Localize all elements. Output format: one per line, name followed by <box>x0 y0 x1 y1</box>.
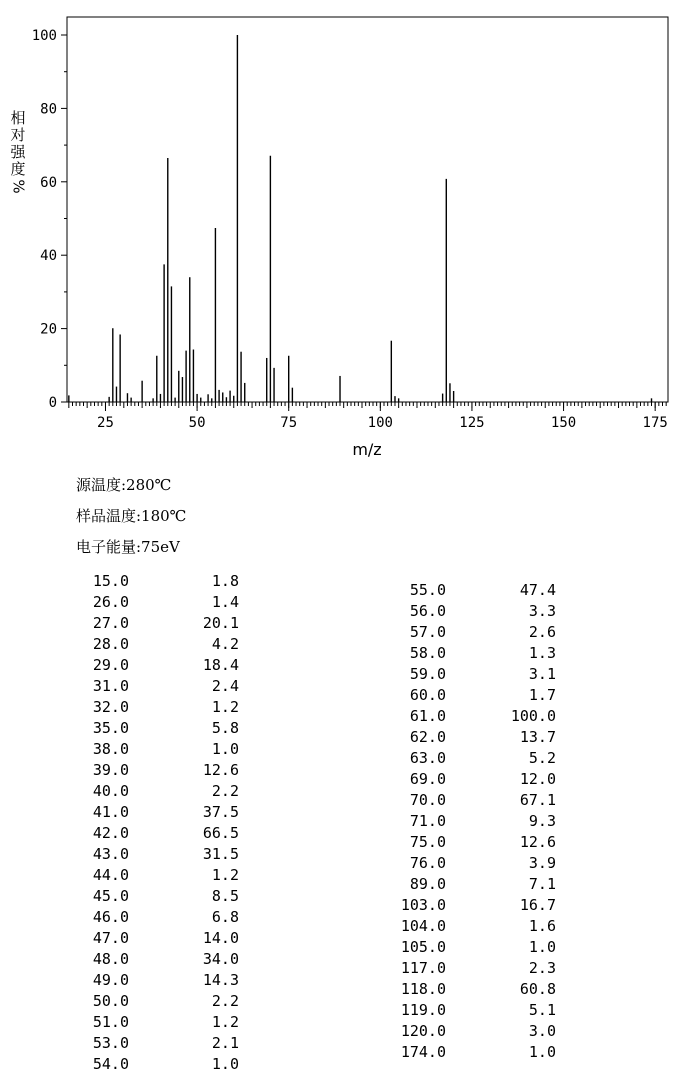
peak-intensity: 1.2 <box>211 866 239 884</box>
x-tick-label: 125 <box>459 415 485 431</box>
mass-spectrum-chart <box>0 0 680 470</box>
y-tick-label: 60 <box>40 174 57 191</box>
peak-row <box>79 991 239 1012</box>
peak-mz: 46.0 <box>92 908 129 926</box>
y-axis-label <box>8 110 28 195</box>
peak-intensity: 16.7 <box>519 896 556 914</box>
peak-mz: 105.0 <box>400 938 446 956</box>
peak-intensity: 12.6 <box>202 761 239 779</box>
peak-intensity: 14.3 <box>202 971 239 989</box>
peak-intensity: 1.8 <box>211 572 239 590</box>
peak-row <box>396 979 556 1000</box>
peak-row <box>396 580 556 601</box>
peak-intensity: 1.3 <box>528 644 556 662</box>
peak-mz: 51.0 <box>92 1013 129 1031</box>
peak-row <box>396 874 556 895</box>
peak-intensity: 37.5 <box>202 803 239 821</box>
peak-row <box>79 760 239 781</box>
peak-intensity: 12.6 <box>519 833 556 851</box>
peak-row <box>396 1042 556 1063</box>
y-tick-label: 100 <box>31 28 57 44</box>
peak-intensity: 13.7 <box>519 728 556 746</box>
peak-bars <box>69 35 652 402</box>
peak-mz: 104.0 <box>400 917 446 935</box>
y-tick-label: 80 <box>40 101 57 118</box>
peak-mz: 29.0 <box>92 656 129 674</box>
peak-intensity: 14.0 <box>202 929 239 947</box>
peak-mz: 55.0 <box>409 581 446 599</box>
peak-row <box>396 748 556 769</box>
peak-mz: 118.0 <box>400 980 446 998</box>
peak-row <box>396 622 556 643</box>
peak-intensity: 6.8 <box>211 908 239 926</box>
peak-intensity: 4.2 <box>211 635 239 653</box>
peak-mz: 47.0 <box>92 929 129 947</box>
peak-row <box>79 739 239 760</box>
peak-row <box>396 832 556 853</box>
peak-intensity: 1.0 <box>211 740 239 758</box>
peak-row <box>79 718 239 739</box>
peak-mz: 71.0 <box>409 812 446 830</box>
peak-row <box>396 769 556 790</box>
peak-mz: 31.0 <box>92 677 129 695</box>
peak-intensity: 2.6 <box>528 623 556 641</box>
peak-row <box>396 1000 556 1021</box>
peak-row <box>79 907 239 928</box>
peak-row <box>396 643 556 664</box>
peak-mz: 63.0 <box>409 749 446 767</box>
peak-intensity: 100.0 <box>510 707 556 725</box>
peak-row <box>396 958 556 979</box>
peak-row <box>79 1012 239 1033</box>
peak-intensity: 1.2 <box>211 698 239 716</box>
peak-row <box>79 1054 239 1075</box>
source-temperature: 源温度:280℃ <box>76 476 172 494</box>
peak-mz: 56.0 <box>409 602 446 620</box>
y-axis-ticks <box>32 28 67 411</box>
peak-intensity: 7.1 <box>528 875 556 893</box>
peak-row <box>396 895 556 916</box>
peak-mz: 35.0 <box>92 719 129 737</box>
peak-mz: 38.0 <box>92 740 129 758</box>
peak-mz: 58.0 <box>409 644 446 662</box>
peak-mz: 75.0 <box>409 833 446 851</box>
x-tick-label: 150 <box>550 415 577 431</box>
peak-intensity: 18.4 <box>202 656 239 674</box>
peak-intensity: 67.1 <box>519 791 556 809</box>
peak-intensity: 1.2 <box>211 1013 239 1031</box>
peak-row <box>79 781 239 802</box>
peak-row <box>396 916 556 937</box>
y-axis-label-char: 相 <box>10 109 26 127</box>
peak-intensity: 3.3 <box>528 602 556 620</box>
peak-mz: 48.0 <box>92 950 129 968</box>
peak-mz: 15.0 <box>92 572 129 590</box>
peak-intensity: 12.0 <box>519 770 556 788</box>
peak-mz: 117.0 <box>400 959 446 977</box>
x-minor-ticks <box>69 402 666 408</box>
peak-intensity: 8.5 <box>211 887 239 905</box>
peak-mz: 103.0 <box>400 896 446 914</box>
x-tick-label: 100 <box>367 415 393 431</box>
peak-intensity: 31.5 <box>202 845 239 863</box>
electron-energy: 电子能量:75eV <box>76 538 180 556</box>
peak-row <box>396 937 556 958</box>
peak-intensity: 1.0 <box>211 1055 239 1073</box>
x-axis-label: m/z <box>352 440 382 459</box>
peak-row <box>79 676 239 697</box>
peak-intensity: 1.4 <box>211 593 239 611</box>
peak-intensity: 5.2 <box>528 749 556 767</box>
y-tick-label: 20 <box>40 321 57 338</box>
peak-mz: 43.0 <box>92 845 129 863</box>
peak-row <box>79 613 239 634</box>
peak-row <box>79 823 239 844</box>
peak-row <box>79 1033 239 1054</box>
peak-row <box>79 592 239 613</box>
peak-mz: 61.0 <box>409 707 446 725</box>
peak-intensity: 1.0 <box>528 1043 556 1061</box>
peak-intensity: 66.5 <box>202 824 239 842</box>
peak-mz: 40.0 <box>92 782 129 800</box>
peak-mz: 59.0 <box>409 665 446 683</box>
peak-row <box>79 949 239 970</box>
peak-mz: 60.0 <box>409 686 446 704</box>
peak-mz: 42.0 <box>92 824 129 842</box>
y-axis-label-char: 对 <box>10 126 26 144</box>
peak-intensity: 3.1 <box>528 665 556 683</box>
y-axis-label-percent: % <box>9 179 28 194</box>
peak-row <box>79 928 239 949</box>
peak-row <box>79 697 239 718</box>
peak-mz: 27.0 <box>92 614 129 632</box>
peak-mz: 50.0 <box>92 992 129 1010</box>
y-axis-label-char: 度 <box>10 160 26 178</box>
peak-mz: 44.0 <box>92 866 129 884</box>
peak-intensity: 2.2 <box>211 992 239 1010</box>
peak-row <box>396 790 556 811</box>
peak-mz: 39.0 <box>92 761 129 779</box>
peak-mz: 57.0 <box>409 623 446 641</box>
plot-frame <box>67 17 668 402</box>
x-tick-label: 75 <box>280 415 298 431</box>
peak-row <box>396 706 556 727</box>
peak-row <box>396 1021 556 1042</box>
peak-intensity: 20.1 <box>202 614 239 632</box>
peak-intensity: 1.0 <box>528 938 556 956</box>
peak-intensity: 9.3 <box>528 812 556 830</box>
peak-mz: 41.0 <box>92 803 129 821</box>
peak-intensity: 1.6 <box>528 917 556 935</box>
peak-intensity: 2.1 <box>211 1034 239 1052</box>
peak-mz: 62.0 <box>409 728 446 746</box>
peak-row <box>396 727 556 748</box>
peak-intensity: 2.3 <box>528 959 556 977</box>
peak-row <box>79 865 239 886</box>
peak-intensity: 2.2 <box>211 782 239 800</box>
peak-row <box>396 664 556 685</box>
peak-intensity: 60.8 <box>519 980 556 998</box>
x-tick-label: 50 <box>188 415 206 431</box>
peak-row <box>79 802 239 823</box>
peak-mz: 45.0 <box>92 887 129 905</box>
peak-mz: 76.0 <box>409 854 446 872</box>
peak-row <box>79 634 239 655</box>
peak-row <box>396 685 556 706</box>
x-tick-label: 25 <box>97 415 114 431</box>
sample-temperature: 样品温度:180℃ <box>76 507 187 525</box>
peak-mz: 28.0 <box>92 635 129 653</box>
peak-intensity: 3.0 <box>528 1022 556 1040</box>
peak-row <box>79 886 239 907</box>
peak-intensity: 3.9 <box>528 854 556 872</box>
peak-mz: 54.0 <box>92 1055 129 1073</box>
peak-mz: 26.0 <box>92 593 129 611</box>
peak-row <box>396 601 556 622</box>
peak-mz: 69.0 <box>409 770 446 788</box>
peak-mz: 70.0 <box>409 791 446 809</box>
peak-intensity: 34.0 <box>202 950 239 968</box>
peak-row <box>79 655 239 676</box>
x-tick-label: 175 <box>642 415 668 431</box>
peak-intensity: 5.1 <box>528 1001 556 1019</box>
peak-table-right <box>396 580 556 1063</box>
peak-intensity: 47.4 <box>519 581 556 599</box>
y-tick-label: 40 <box>40 248 57 265</box>
peak-table-left <box>79 571 239 1075</box>
peak-mz: 32.0 <box>92 698 129 716</box>
peak-mz: 119.0 <box>400 1001 446 1019</box>
peak-row <box>396 853 556 874</box>
peak-row <box>79 571 239 592</box>
y-tick-label: 0 <box>48 395 57 411</box>
peak-mz: 120.0 <box>400 1022 446 1040</box>
peak-row <box>79 970 239 991</box>
peak-intensity: 5.8 <box>211 719 239 737</box>
peak-row <box>79 844 239 865</box>
peak-mz: 89.0 <box>409 875 446 893</box>
peak-row <box>396 811 556 832</box>
peak-mz: 53.0 <box>92 1034 129 1052</box>
peak-mz: 49.0 <box>92 971 129 989</box>
peak-mz: 174.0 <box>400 1043 446 1061</box>
peak-intensity: 1.7 <box>528 686 556 704</box>
experiment-conditions <box>76 474 186 567</box>
peak-intensity: 2.4 <box>211 677 239 695</box>
y-axis-label-char: 强 <box>10 143 26 161</box>
